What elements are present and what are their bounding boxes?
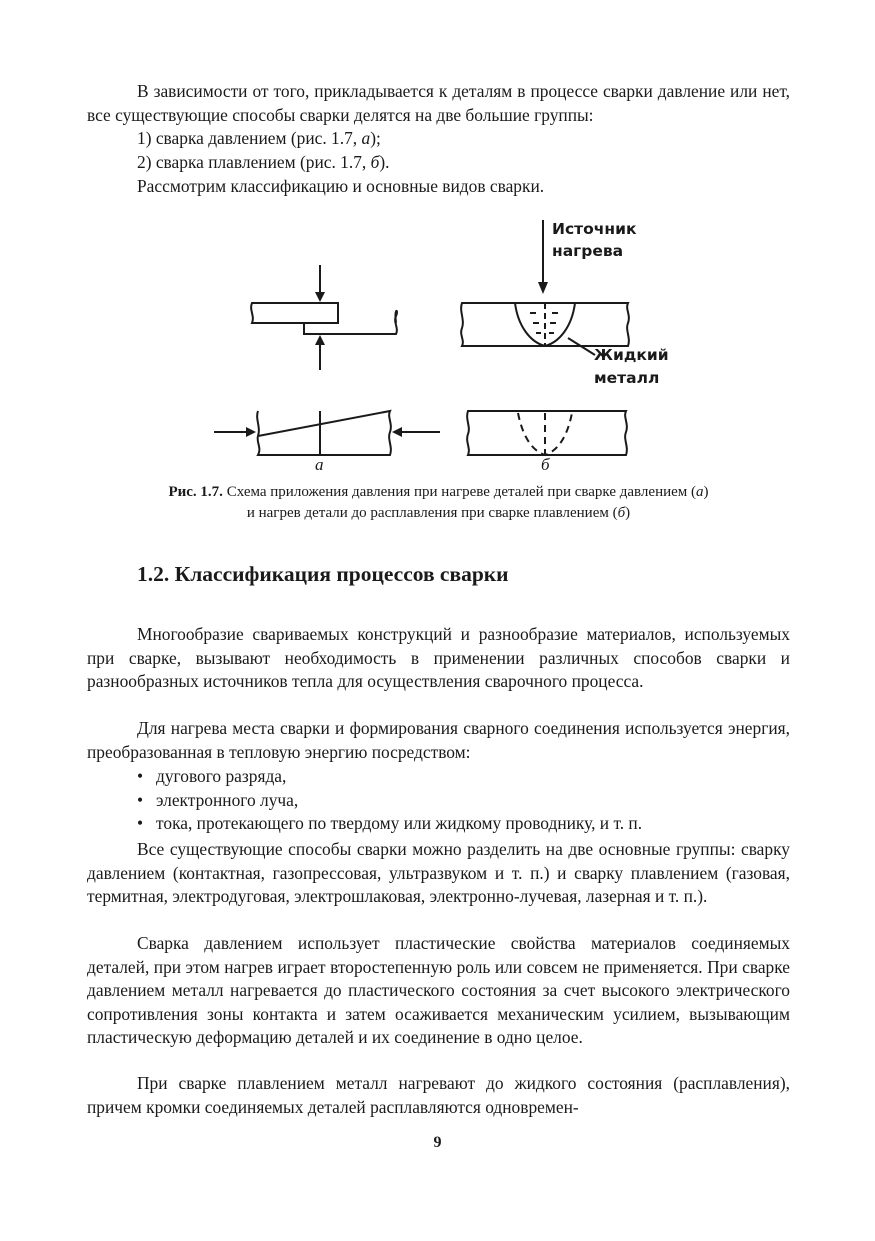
list-item-text: 1) сварка давлением (рис. 1.7,	[137, 128, 362, 148]
caption-text: Схема приложения давления при нагреве деталей при сварке давлением (	[222, 484, 697, 500]
list-item-end: ).	[379, 152, 390, 172]
paragraph-1: Многообразие свариваемых конструкций и разнообразие материалов, используемых при сварке, вызывают необходимость в применении различных способов сварки и разнообразных источников тепла для осуществления сварочного процесса.	[87, 624, 790, 692]
list-item-text: 2) сварка плавлением (рис. 1.7,	[137, 152, 371, 172]
figure-ref-b: б	[370, 152, 380, 172]
list-item-end: );	[370, 128, 381, 148]
label-liquid-metal-line1: Жидкий	[594, 346, 669, 364]
list-item: • электронного луча,	[137, 789, 787, 813]
paragraph-5: При сварке плавлением металл нагревают до жидкого состояния (расплавления), причем кромки соединяемых деталей расплавляются одновремен-	[87, 1073, 790, 1117]
caption-text: )	[625, 505, 631, 521]
label-heat-source-line2: нагрева	[552, 242, 624, 260]
figure-caption	[87, 482, 790, 524]
list-item: • дугового разряда,	[137, 765, 787, 789]
energy-source-list	[137, 765, 787, 836]
caption-text: и нагрев детали до расплавления при сварке плавлением (	[246, 505, 618, 521]
fused-joint-diagram-b	[467, 411, 627, 455]
caption-ref-a: а	[696, 484, 704, 500]
label-liquid-metal-line2: металл	[594, 369, 660, 387]
paragraph-2: Для нагрева места сварки и формирования сварного соединения используется энергия, преобразованная в тепловую энергию посредством:	[87, 718, 790, 762]
pressure-arrows	[315, 292, 325, 345]
figure-ref-a: а	[361, 128, 371, 148]
caption-text: )	[703, 484, 709, 500]
subfigure-label-b: б	[541, 455, 550, 474]
caption-ref-b: б	[617, 505, 626, 521]
intro-paragraph: В зависимости от того, прикладывается к деталям в процессе сварки давление или нет, все существующие способы сварки делятся на две большие группы:	[87, 81, 790, 125]
paragraph-3: Все существующие способы сварки можно разделить на две основные группы: сварку давлением (контактная, газопрессовая, ультразвуком и т. п.) и сварку плавлением (газовая, термитная, электродуговая, электрошлаковая, электронно-лучевая, лазерная и т. п.).	[87, 839, 790, 907]
list-item-fusion-welding	[137, 151, 390, 175]
section-heading: 1.2. Классификация процессов сварки	[137, 562, 509, 586]
intro-closing-line: Рассмотрим классификацию и основные видов сварки.	[137, 176, 545, 196]
subfigure-label-a: а	[315, 455, 324, 474]
page-number: 9	[433, 1134, 442, 1151]
heat-source-arrow	[538, 282, 548, 294]
lap-joint-diagram-a	[251, 265, 397, 370]
paragraph-4: Сварка давлением использует пластические свойства материалов соединяемых деталей, при этом нагрев играет второстепенную роль или совсем не применяется. При сварке давлением металл нагревается до пластического состояния за счет высокого электрического сопротивления зоны контакта и затем осаживается механическим усилием, вызывающим пластическую деформацию деталей и их соединение в одно целое.	[87, 933, 790, 1048]
caption-label: Рис. 1.7.	[168, 484, 223, 500]
list-item: • тока, протекающего по твердому или жидкому проводнику, и т. п.	[137, 812, 787, 836]
compression-arrows	[246, 427, 402, 437]
label-heat-source-line1: Источник	[552, 220, 637, 238]
figure-1-7	[200, 210, 680, 480]
list-item-pressure-welding	[137, 127, 381, 151]
